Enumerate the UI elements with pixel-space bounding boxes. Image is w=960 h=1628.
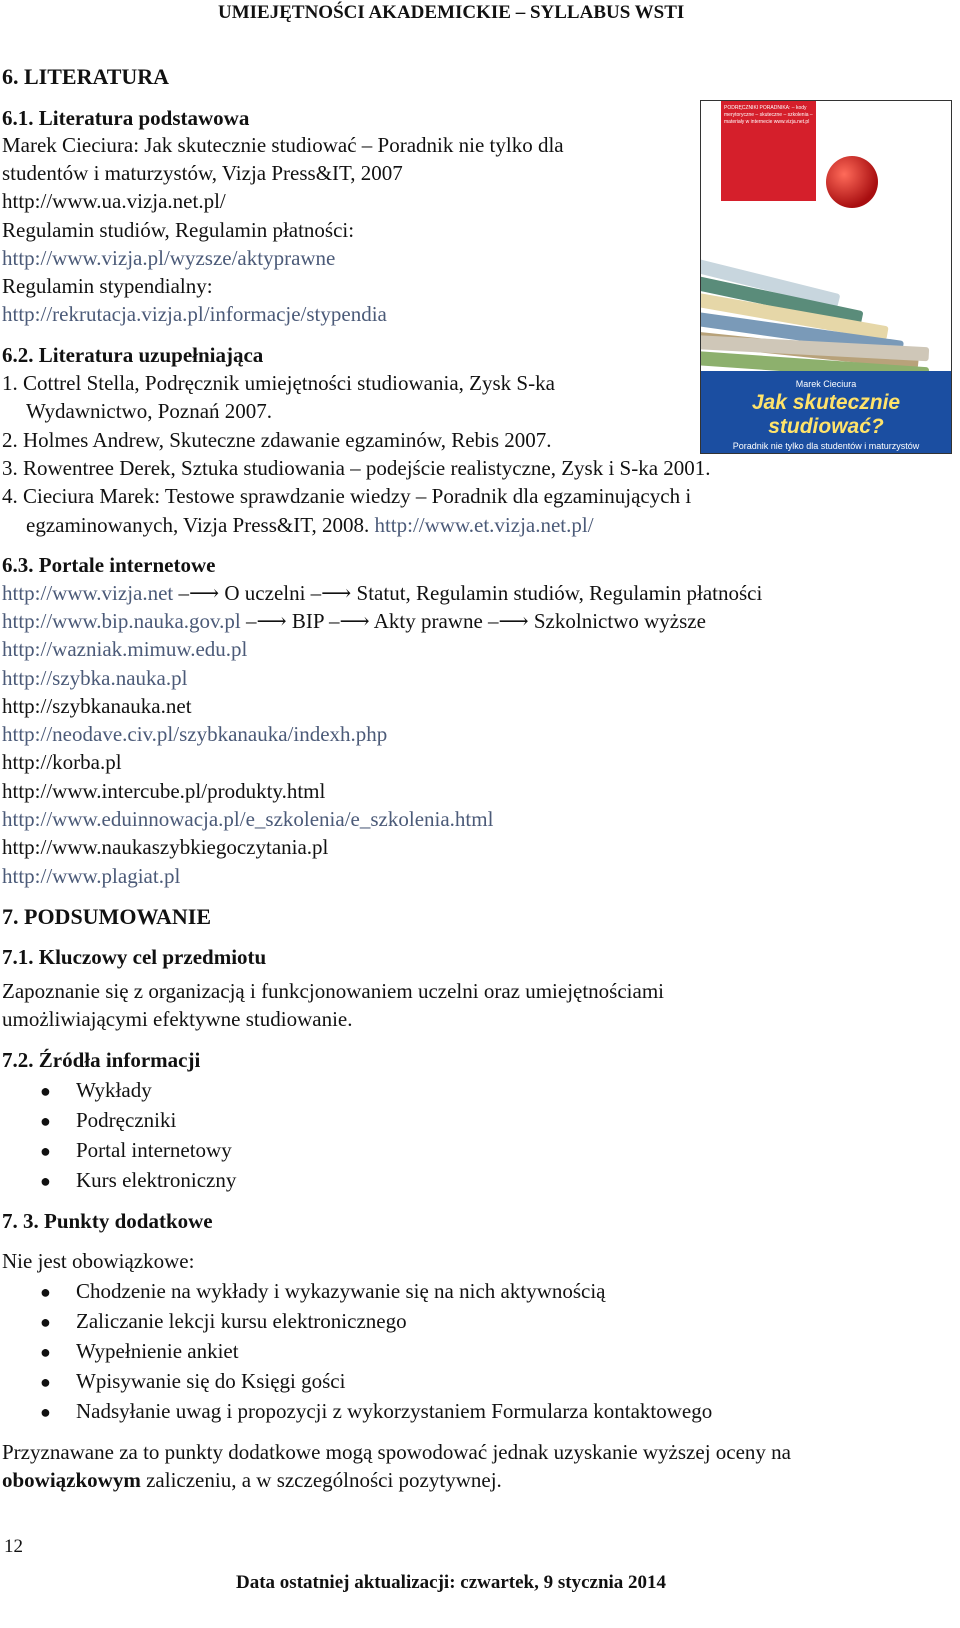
bullet-icon: ● — [40, 1372, 51, 1392]
reference-item: 2. Holmes Andrew, Skuteczne zdawanie egzaminów, Rebis 2007. — [2, 428, 552, 452]
footer-updated: Data ostatniej aktualizacji: czwartek, 9 stycznia 2014 — [236, 1572, 667, 1593]
link[interactable]: http://www.vizja.pl/wyzsze/aktyprawne — [2, 246, 336, 270]
link[interactable]: http://szybka.nauka.pl — [2, 666, 188, 690]
url-line: http://szybkanauka.net — [2, 694, 192, 718]
text-fragment: zaliczeniu, a w szczególności pozytywnej. — [140, 1468, 502, 1492]
bullet-icon: ● — [40, 1312, 51, 1332]
subsection-title: 7.1. Kluczowy cel przedmiotu — [2, 945, 267, 969]
link[interactable]: http://rekrutacja.vizja.pl/informacje/stypendia — [2, 302, 387, 326]
cover-subtitle: Poradnik nie tylko dla studentów i maturzystów — [732, 441, 920, 451]
url-line: http://www.naukaszybkiegoczytania.pl — [2, 835, 329, 859]
text-line: Regulamin studiów, Regulamin płatności: — [2, 218, 355, 242]
link[interactable]: http://www.vizja.net — [2, 581, 174, 605]
reference-item — [26, 513, 594, 538]
list-item: Podręczniki — [76, 1108, 177, 1132]
cover-title: Jak skutecznie studiować? — [751, 391, 901, 438]
subsection-title: 6.2. Literatura uzupełniająca — [2, 343, 264, 367]
portal-row — [2, 609, 706, 634]
link[interactable]: http://www.bip.nauka.gov.pl — [2, 609, 241, 633]
subsection-title: 6.3. Portale internetowe — [2, 553, 216, 577]
reference-item: 1. Cottrel Stella, Podręcznik umiejętności studiowania, Zysk S-ka — [2, 371, 555, 395]
list-item: Wykłady — [76, 1078, 152, 1102]
text-line: studentów i maturzystów, Vizja Press&IT, 2007 — [2, 161, 403, 185]
book-cover-image — [700, 100, 952, 454]
text-line: umożliwiającymi efektywne studiowanie. — [2, 1007, 353, 1031]
section-title: 6. LITERATURA — [2, 64, 170, 89]
text-line: Nie jest obowiązkowe: — [2, 1249, 195, 1273]
list-item: Portal internetowy — [76, 1138, 232, 1162]
cover-author: Marek Cieciura — [795, 379, 857, 389]
bullet-icon: ● — [40, 1141, 51, 1161]
text-line: Zapoznanie się z organizacją i funkcjonowaniem uczelni oraz umiejętnościami — [2, 979, 665, 1003]
portal-row — [2, 581, 762, 606]
reference-item: Wydawnictwo, Poznań 2007. — [26, 399, 273, 423]
reference-text: egzaminowanych, Vizja Press&IT, 2008. — [26, 513, 370, 537]
list-item: Wypełnienie ankiet — [76, 1339, 239, 1363]
text-line: Regulamin stypendialny: — [2, 274, 213, 298]
cover-red-label: PODRĘCZNIKI PORADNIKA: – kody merytoryczne – skuteczne – szkolenia – materiały w internecie www.vizja.net.pl — [721, 101, 816, 201]
text-line: Marek Cieciura: Jak skutecznie studiować – Poradnik nie tylko dla — [2, 133, 564, 157]
list-item: Zaliczanie lekcji kursu elektronicznego — [76, 1309, 407, 1333]
reference-item: 3. Rowentree Derek, Sztuka studiowania – podejście realistyczne, Zysk i S-ka 2001. — [2, 456, 711, 480]
text-line — [2, 1468, 502, 1493]
url-line: http://www.ua.vizja.net.pl/ — [2, 189, 226, 213]
link[interactable]: http://www.et.vizja.net.pl/ — [374, 513, 594, 537]
reference-item: 4. Cieciura Marek: Testowe sprawdzanie wiedzy – Poradnik dla egzaminujących i — [2, 484, 692, 508]
portal-path: –⟶ BIP –⟶ Akty prawne –⟶ Szkolnictwo wyższe — [240, 609, 706, 633]
link[interactable]: http://www.plagiat.pl — [2, 864, 181, 888]
bullet-icon: ● — [40, 1402, 51, 1422]
list-item: Chodzenie na wykłady i wykazywanie się na nich aktywnością — [76, 1279, 606, 1303]
url-line: http://www.intercube.pl/produkty.html — [2, 779, 326, 803]
text-line: Przyznawane za to punkty dodatkowe mogą spowodować jednak uzyskanie wyższej oceny na — [2, 1440, 791, 1464]
link[interactable]: http://wazniak.mimuw.edu.pl — [2, 637, 248, 661]
bullet-icon: ● — [40, 1171, 51, 1191]
portal-path: –⟶ O uczelni –⟶ Statut, Regulamin studiów, Regulamin płatności — [173, 581, 763, 605]
list-item: Kurs elektroniczny — [76, 1168, 237, 1192]
cover-title-band — [701, 371, 951, 453]
apple-graphic — [826, 156, 878, 208]
page-header: UMIEJĘTNOŚCI AKADEMICKIE – SYLLABUS WSTI — [218, 2, 685, 23]
section-title: 7. PODSUMOWANIE — [2, 904, 212, 929]
list-item: Wpisywanie się do Księgi gości — [76, 1369, 346, 1393]
emphasis: obowiązkowym — [2, 1468, 141, 1492]
subsection-title: 7.2. Źródła informacji — [2, 1048, 201, 1072]
url-line: http://korba.pl — [2, 750, 122, 774]
bullet-icon: ● — [40, 1282, 51, 1302]
bullet-icon: ● — [40, 1081, 51, 1101]
bullet-icon: ● — [40, 1111, 51, 1131]
link[interactable]: http://www.eduinnowacja.pl/e_szkolenia/e_szkolenia.html — [2, 807, 494, 831]
link[interactable]: http://neodave.civ.pl/szybkanauka/indexh.php — [2, 722, 388, 746]
page-number: 12 — [4, 1536, 23, 1557]
list-item: Nadsyłanie uwag i propozycji z wykorzystaniem Formularza kontaktowego — [76, 1399, 713, 1423]
subsection-title: 6.1. Literatura podstawowa — [2, 106, 250, 130]
bullet-icon: ● — [40, 1342, 51, 1362]
subsection-title: 7. 3. Punkty dodatkowe — [2, 1209, 213, 1233]
